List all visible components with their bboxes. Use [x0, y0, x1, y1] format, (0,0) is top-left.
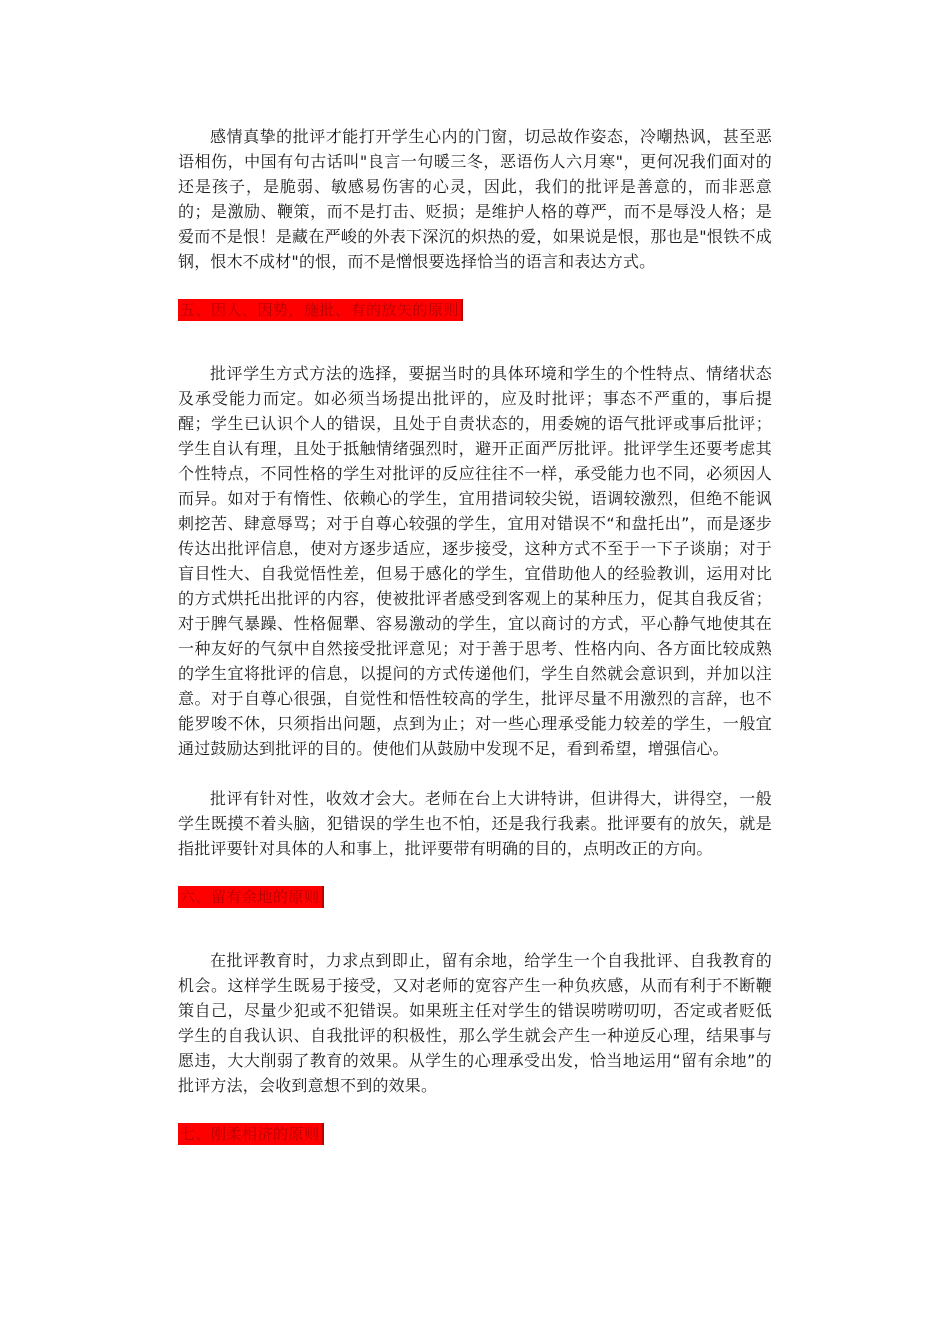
heading-7-row: [178, 1123, 772, 1145]
paragraph-targeted: 批评有针对性，收效才会大。老师在台上大讲特讲，但讲得大，讲得空，一般学生既摸不着头脑，犯错误的学生也不怕，还是我行我素。批评要有的放矢，就是指批评要针对具体的人和事上，批评要带有明确的目的，点明改正的方向。: [178, 789, 772, 858]
heading-6-row: [178, 886, 772, 908]
section-heading-5: 五、因人、因势，施批、有的放矢的原则: [178, 299, 463, 321]
section-heading-7: 七、刚柔相济的原则: [178, 1123, 324, 1145]
paragraph-leave-room: 在批评教育时，力求点到即止，留有余地，给学生一个自我批评、自我教育的机会。这样学生既易于接受，又对老师的宽容产生一种负疚感，从而有利于不断鞭策自己，尽量少犯或不犯错误。如果班主任对学生的错误唠唠叨叨，否定或者贬低学生的自我认识、自我批评的积极性，那么学生就会产生一种逆反心理，结果事与愿违，大大削弱了教育的效果。从学生的心理承受出发，恰当地运用“留有余地”的批评方法，会收到意想不到的效果。: [178, 951, 772, 1095]
paragraph-methods: 批评学生方式方法的选择，要据当时的具体环境和学生的个性特点、情绪状态及承受能力而定。如必须当场提出批评的，应及时批评；事态不严重的，事后提醒；学生已认识个人的错误，且处于自责状态的，用委婉的语气批评或事后批评；学生自认有理，且处于抵触情绪强烈时，避开正面严厉批评。批评学生还要考虑其个性特点，不同性格的学生对批评的反应往往不一样，承受能力也不同，必须因人而异。如对于有惰性、依赖心的学生，宜用措词较尖锐，语调较激烈，但绝不能讽刺挖苦、肆意辱骂；对于自尊心较强的学生，宜用对错误不“和盘托出”，而是逐步传达出批评信息，使对方逐步适应，逐步接受，这种方式不至于一下子谈崩；对于盲目性大、自我觉悟性差，但易于感化的学生，宜借助他人的经验教训，运用对比的方式烘托出批评的内容，使被批评者感受到客观上的某种压力，促其自我反省；对于脾气暴躁、性格倔犟、容易激动的学生，宜以商讨的方式，平心静气地使其在一种友好的气氛中自然接受批评意见；对于善于思考、性格内向、各方面比较成熟的学生宜将批评的信息，以提问的方式传递他们，学生自然就会意识到，并加以注意。对于自尊心很强，自觉性和悟性较高的学生，批评尽量不用激烈的言辞，也不能罗唆不休，只须指出问题，点到为止；对一些心理承受能力较差的学生，一般宜通过鼓励达到批评的目的。使他们从鼓励中发现不足，看到希望，增强信心。: [178, 364, 772, 758]
heading-5-row: [178, 299, 772, 321]
section-heading-6: 六、留有余地的原则: [178, 886, 324, 908]
document-page: [178, 124, 772, 1145]
paragraph-sincere-criticism: 感情真挚的批评才能打开学生心内的门窗，切忌故作姿态，冷嘲热讽，甚至恶语相伤，中国有句古话叫"良言一句暖三冬，恶语伤人六月寒"，更何况我们面对的还是孩子，是脆弱、敏感易伤害的心灵，因此，我们的批评是善意的，而非恶意的；是激励、鞭策，而不是打击、贬损；是维护人格的尊严，而不是辱没人格；是爱而不是恨！是藏在严峻的外表下深沉的炽热的爱，如果说是恨，那也是"恨铁不成钢，恨木不成材"的恨，而不是憎恨要选择恰当的语言和表达方式。: [178, 127, 772, 271]
